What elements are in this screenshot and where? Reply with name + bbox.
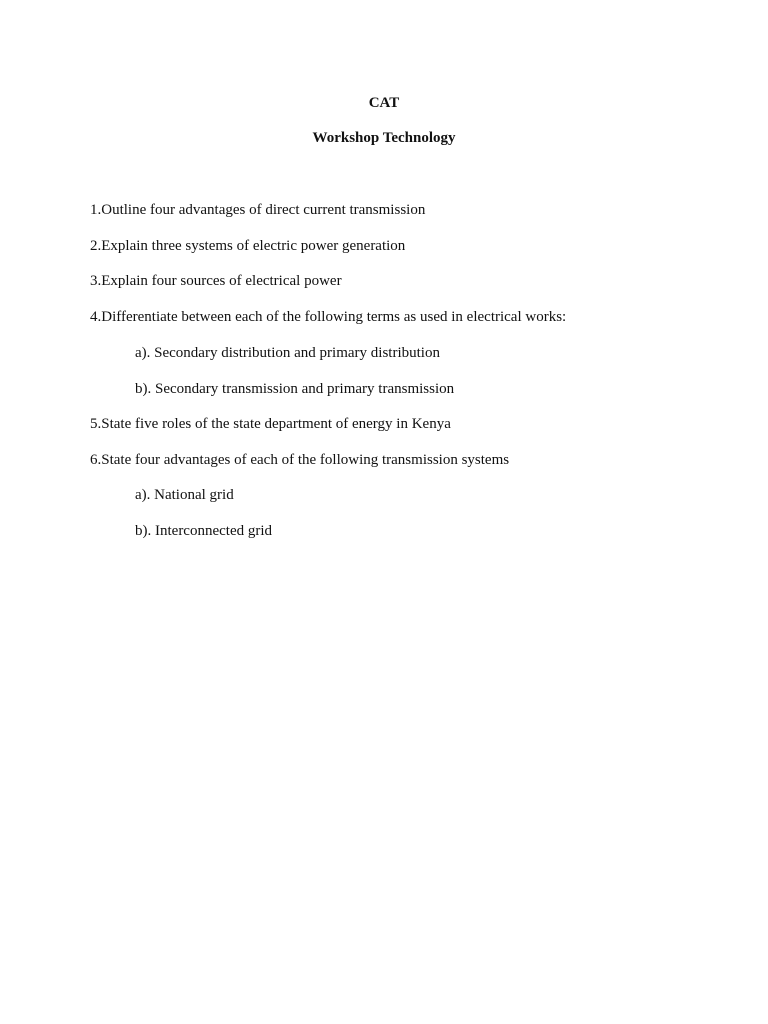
document-subtitle: Workshop Technology [312, 130, 456, 146]
question-6-part-a: a). National grid [135, 487, 234, 503]
document-title: CAT [368, 95, 400, 111]
question-1: 1.Outline four advantages of direct current transmission [90, 202, 426, 218]
question-4: 4.Differentiate between each of the following terms as used in electrical works: [90, 309, 567, 325]
question-5: 5.State five roles of the state department of energy in Kenya [90, 416, 451, 432]
question-2: 2.Explain three systems of electric power generation [90, 238, 406, 254]
question-4-part-a: a). Secondary distribution and primary distribution [135, 345, 440, 361]
question-6: 6.State four advantages of each of the following transmission systems [90, 452, 510, 468]
question-3: 3.Explain four sources of electrical power [90, 273, 342, 289]
question-4-part-b: b). Secondary transmission and primary transmission [135, 381, 455, 397]
question-6-part-b: b). Interconnected grid [135, 523, 273, 539]
